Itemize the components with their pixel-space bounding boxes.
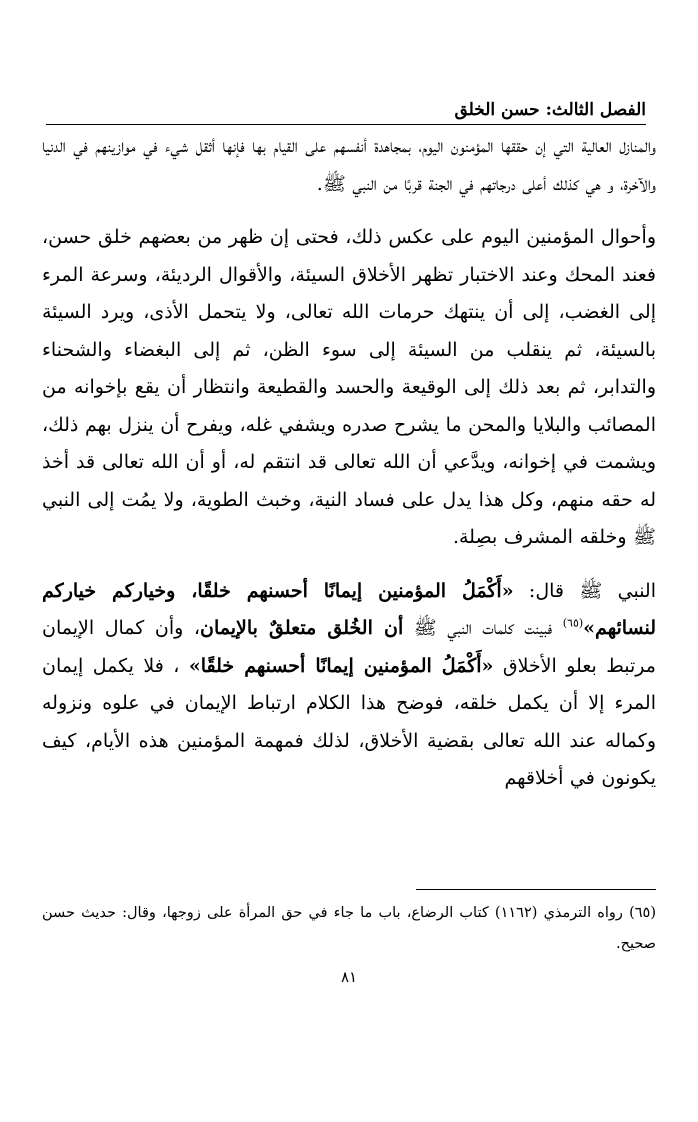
hadith-quote-1: «أَكْمَلُ المؤمنين إيمانًا أحسنهم خلقًا، وخياركم خياركم لنسائهم» (42, 579, 656, 639)
page-number: ٨١ (340, 968, 358, 986)
footnote-reference: (٦٥) (562, 616, 584, 630)
footnote-separator (416, 889, 656, 890)
paragraph-3 (42, 573, 656, 798)
paragraph-2: وأحوال المؤمنين اليوم على عكس ذلك، فحتى إن ظهر من بعضهم خلق حسن، فعند المحك وعند الاختبار تظهر الأخلاق السيئة، والأقوال الرديئة، وسرعة المرء إلى الغضب، إلى أن ينتهك حرمات الله تعالى، ولا يتحمل الأذى، ويرد السيئة بالسيئة، ثم ينقلب من السيئة إلى سوء الظن، ثم إلى البغضاء والشحناء والتدابر، ثم بعد ذلك إلى الوقيعة والحسد والقطيعة وانتظار أن يقع بإخوانه من المصائب والبلايا والمحن ما يشرح صدره ويشفي غله، ويفرح أن ينزل بهم ذلك، ويشمت في إخوانه، ويدَّعي أن الله تعالى قد انتقم له، أو أن الله تعالى قد أخذ له حقه منهم، وكل هذا يدل على فساد النية، وخبث الطوية، ولا يمُت إلى النبي ﷺ وخلقه المشرف بصِلة. (42, 226, 656, 548)
paragraph-3-mid: فبينت كلمات النبي ﷺ (403, 617, 563, 639)
paragraph-3-after-bold: ، وأن كمال الإيمان مرتبط بعلو الأخلاق (42, 617, 656, 677)
running-header (46, 98, 646, 125)
paragraph-1: والمنازل العالية التي إن حققها المؤمنون اليوم، بمجاهدة أنفسهم على القيام بها فإنها أثقل شيء في موازينهم في الدنيا والآخرة، و هي كذلك أعلى درجاتهم في الجنة قربًا من النبي ﷺ. (42, 135, 656, 195)
paragraph-3-lead: النبي ﷺ قال: (513, 579, 656, 602)
chapter-title: الفصل الثالث: حسن الخلق (454, 100, 646, 120)
paragraph-3-rest: ، فلا يكمل إيمان المرء إلا أن يكمل خلقه، فوضح هذا الكلام ارتباط الإيمان في علوه ونزوله وكماله عند الله تعالى بقضية الأخلاق، لذلك فمهمة المؤمنين هذه الأيام، كيف يكونون في أخلاقهم (42, 654, 656, 789)
hadith-quote-2: «أَكْمَلُ المؤمنين إيمانًا أحسنهم خلقًا» (188, 654, 494, 677)
body-text (42, 128, 656, 798)
footnote: (٦٥) رواه الترمذي (١١٦٢) كتاب الرضاع، باب ما جاء في حق المرأة على زوجها، وقال: حديث حسن صحيح. (42, 905, 657, 952)
emphasis-bold: أن الخُلق متعلقٌ بالإيمان (199, 617, 404, 639)
